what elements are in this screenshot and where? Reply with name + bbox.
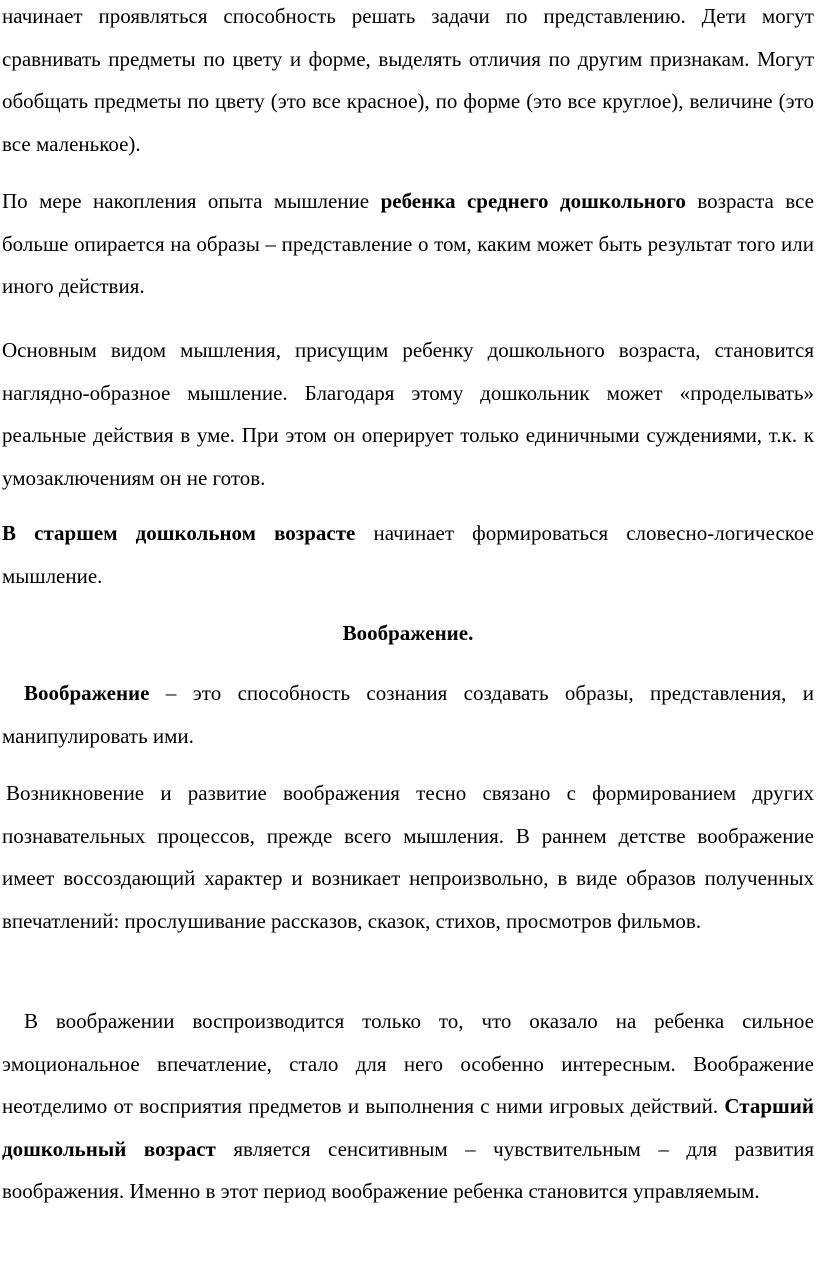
paragraph-visual-thinking (2, 329, 814, 499)
paragraph-imagination-development (2, 772, 814, 942)
paragraph-thinking-comparison (2, 0, 814, 165)
paragraph-emphasis: В старшем дошкольном возрасте (2, 521, 356, 545)
paragraph-imagination-definition (2, 672, 814, 757)
paragraph-text: Основным видом мышления, присущим ребенку дошкольного возраста, становится наглядно-образное мышление. Благодаря этому дошкольник может «проделывать» реальные действия в уме. При этом он оперирует только единичными суждениями, т.к. к умозаключениям он не готов. (2, 338, 814, 490)
paragraph-text-end: возраста все больше опирается на образы – представление о том, каким может быть результат того или иного действия. (2, 189, 815, 298)
paragraph-senior-preschool-logic (2, 512, 814, 597)
paragraph-text-start: По мере накопления опыта мышление (2, 189, 381, 213)
paragraph-emphasis: Старший дошкольный возраст (2, 1094, 814, 1161)
paragraph-text-start: В воображении воспроизводится только то, что оказало на ребенка сильное эмоциональное впечатление, стало для него особенно интересным. Воображение неотделимо от восприятия предметов и выполнения с ними игровых действий. (2, 1009, 814, 1118)
paragraph-text-end: является сенситивным – чувствительным – для развития воображения. Именно в этот период воображение ребенка становится управляемым. (2, 1136, 814, 1203)
paragraph-emphasis: ребенка среднего дошкольного (380, 189, 686, 213)
paragraph-text-end: – это способность сознания создавать образы, представления, и манипулировать ими. (2, 681, 814, 748)
paragraph-imagination-senior-preschool (2, 1000, 814, 1213)
paragraph-middle-preschool-thinking (2, 180, 814, 308)
section-heading-imagination: Воображение. (342, 621, 474, 645)
paragraph-text-end: начинает формироваться словесно-логическое мышление. (2, 521, 814, 588)
paragraph-text: начинает проявляться способность решать задачи по представлению. Дети могут сравнивать предметы по цвету и форме, выделять отличия по другим признакам. Могут обобщать предметы по цвету (это все красное), по форме (это все круглое), величине (это все маленькое). (2, 4, 814, 156)
paragraph-text: Возникновение и развитие воображения тесно связано с формированием других познавательных процессов, прежде всего мышления. В раннем детстве воображение имеет воссоздающий характер и возникает непроизвольно, в виде образов полученных впечатлений: прослушивание рассказов, сказок, стихов, просмотров фильмов. (2, 781, 814, 933)
paragraph-emphasis: Воображение (24, 681, 150, 705)
